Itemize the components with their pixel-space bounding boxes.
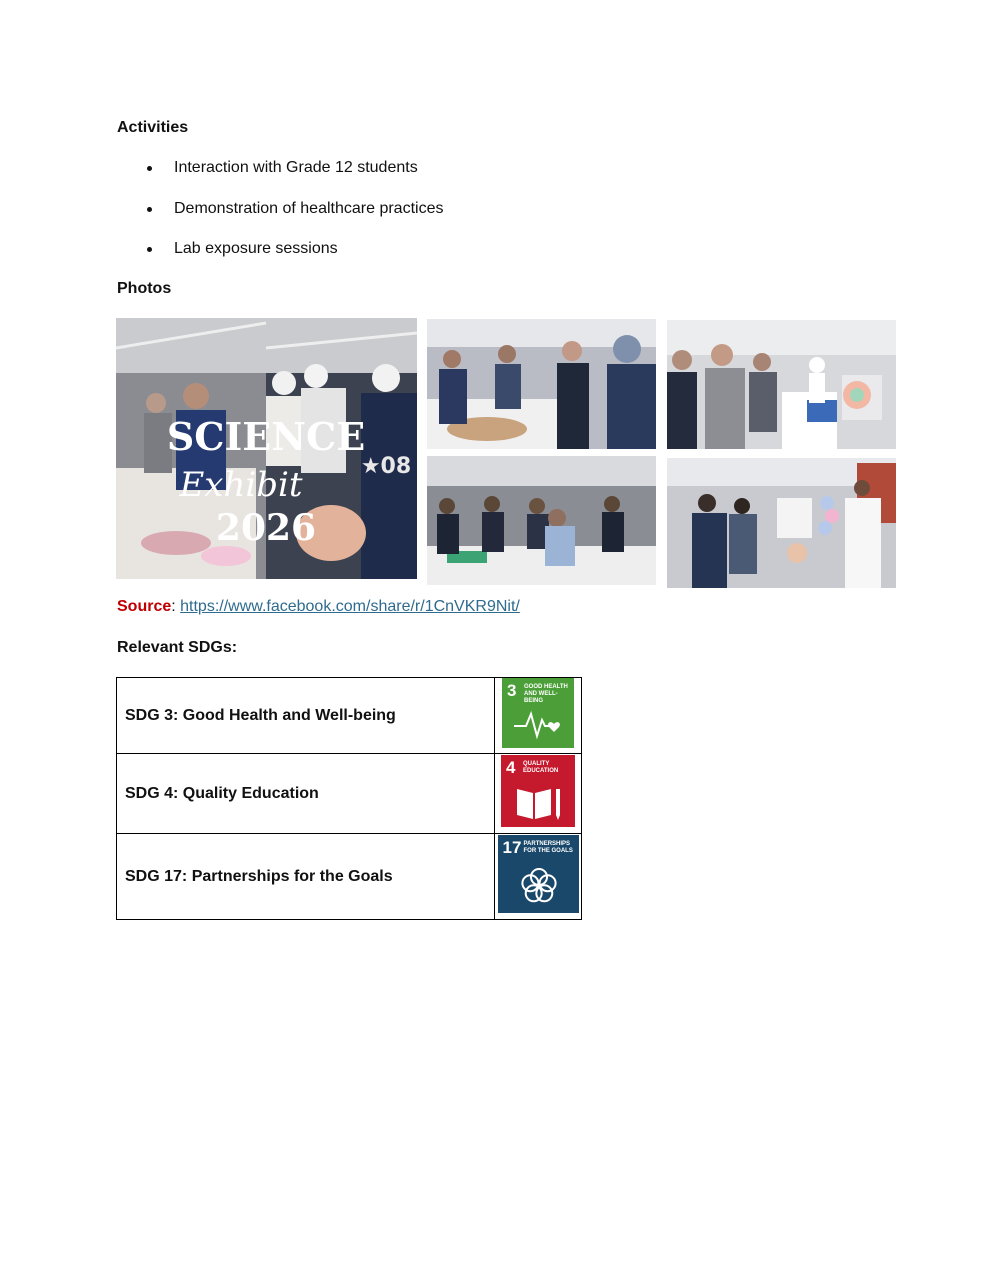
sdg-3-cell <box>495 678 582 754</box>
poster-title-year: 2026 <box>215 507 317 549</box>
sdg-4-cell <box>495 754 582 834</box>
sdg-3-number: 3 <box>507 681 517 700</box>
source-label: Source <box>117 598 172 615</box>
sdg-17-tile-title: PARTNERSHIPS FOR THE GOALS <box>523 841 573 854</box>
science-exhibit-poster-photo <box>116 318 417 579</box>
jersey-number: ★08 <box>360 454 412 479</box>
sdg-3-tile <box>502 678 574 748</box>
sdg-3-label: SDG 3: Good Health and Well-being <box>117 678 495 754</box>
table-row <box>117 754 582 834</box>
activities-list <box>117 156 443 278</box>
flower-rings-icon <box>518 865 560 907</box>
source-link[interactable]: https://www.facebook.com/share/r/1CnVKR9Nit/ <box>180 598 520 615</box>
exhibit-visitors-photo <box>667 320 896 449</box>
anatomy-table-photo <box>427 319 656 449</box>
book-pencil-icon <box>515 785 563 821</box>
heartbeat-icon <box>512 706 564 740</box>
sdg-4-label: SDG 4: Quality Education <box>117 754 495 834</box>
table-row <box>117 834 582 920</box>
sdg-4-tile-title: QUALITY EDUCATION <box>523 761 559 774</box>
source-separator: : <box>171 598 181 615</box>
poster-title-science: SCIENCE <box>166 414 366 459</box>
sdg-17-number: 17 <box>502 838 522 857</box>
sdg-17-cell <box>495 834 582 920</box>
sdg-4-tile <box>501 755 575 827</box>
sdg-table <box>116 677 582 920</box>
sdg-4-number: 4 <box>506 758 516 777</box>
list-item: Demonstration of healthcare practices <box>117 197 443 238</box>
sdg-17-label: SDG 17: Partnerships for the Goals <box>117 834 495 920</box>
sdgs-heading: Relevant SDGs: <box>117 639 238 656</box>
list-item: Interaction with Grade 12 students <box>117 156 443 197</box>
sdg-17-tile <box>498 835 579 913</box>
list-item: Lab exposure sessions <box>117 237 443 278</box>
photos-heading: Photos <box>117 280 172 297</box>
sdg-3-tile-title: GOOD HEALTH AND WELL-BEING <box>524 684 568 704</box>
doctor-booth-photo <box>667 458 896 588</box>
activities-heading: Activities <box>117 119 189 136</box>
poster-title-exhibit: Exhibit <box>179 465 303 505</box>
source-line <box>117 598 520 616</box>
table-row <box>117 678 582 754</box>
students-crowd-photo <box>427 456 656 585</box>
